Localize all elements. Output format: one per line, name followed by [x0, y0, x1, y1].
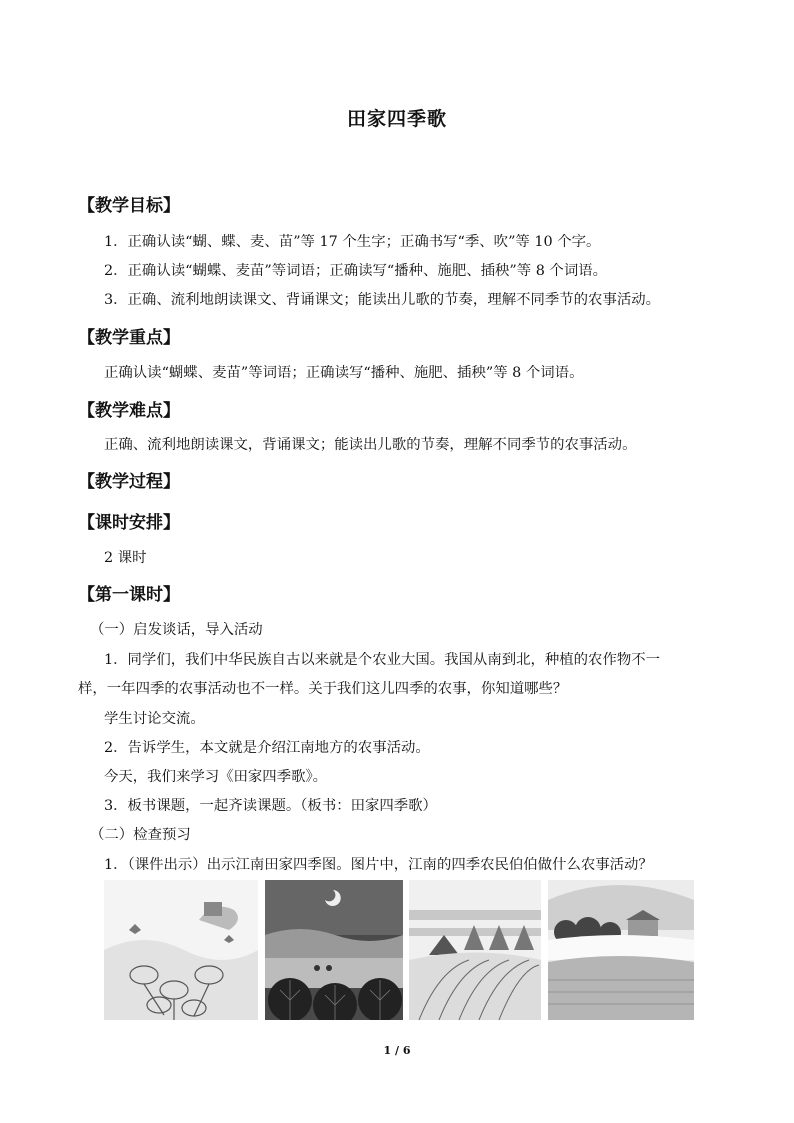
paragraph-1-line-1: 1．同学们，我们中华民族自古以来就是个农业大国。我国从南到北，种植的农作物不一 — [104, 652, 661, 668]
heading-teaching-difficulty: 【教学难点】 — [78, 401, 180, 421]
goal-item-3: 3．正确、流利地朗读课文、背诵课文；能读出儿歌的节奏，理解不同季节的农事活动。 — [104, 292, 661, 308]
spring-illustration — [104, 880, 258, 1020]
teaching-difficulty-text: 正确、流利地朗读课文，背诵课文；能读出儿歌的节奏，理解不同季节的农事活动。 — [104, 437, 637, 453]
heading-teaching-process: 【教学过程】 — [78, 472, 180, 492]
summer-illustration — [265, 880, 403, 1020]
paragraph-1-line-2: 样，一年四季的农事活动也不一样。关于我们这儿四季的农事，你知道哪些？ — [78, 681, 568, 697]
goal-item-2: 2．正确认读“蝴蝶、麦苗”等词语；正确读写“播种、施肥、插秧”等 8 个词语。 — [104, 263, 607, 279]
heading-first-lesson: 【第一课时】 — [78, 585, 180, 605]
heading-schedule: 【课时安排】 — [78, 513, 180, 533]
paragraph-3: 2．告诉学生，本文就是介绍江南地方的农事活动。 — [104, 740, 430, 756]
paragraph-2: 学生讨论交流。 — [104, 711, 205, 727]
paragraph-6: 1．（课件出示）出示江南田家四季图。图片中，江南的四季农民伯伯做什么农事活动？ — [104, 857, 653, 873]
schedule-text: 2 课时 — [104, 550, 147, 566]
heading-teaching-goals: 【教学目标】 — [78, 196, 180, 216]
goal-item-1: 1．正确认读“蝴、蝶、麦、苗”等 17 个生字；正确书写“季、吹”等 10 个字。 — [104, 234, 601, 250]
paragraph-4: 今天，我们来学习《田家四季歌》。 — [104, 769, 328, 785]
heading-teaching-key: 【教学重点】 — [78, 328, 180, 348]
winter-illustration — [548, 880, 694, 1020]
document-title: 田家四季歌 — [346, 108, 447, 130]
paragraph-5: 3．板书课题，一起齐读课题。（板书：田家四季歌） — [104, 798, 437, 814]
teaching-key-text: 正确认读“蝴蝶、麦苗”等词语；正确读写“播种、施肥、插秧”等 8 个词语。 — [104, 365, 584, 381]
page-number: 1 / 6 — [383, 1044, 411, 1057]
autumn-illustration — [409, 880, 541, 1020]
part-2-title: （二）检查预习 — [90, 827, 191, 843]
part-1-title: （一）启发谈话，导入活动 — [90, 622, 263, 638]
